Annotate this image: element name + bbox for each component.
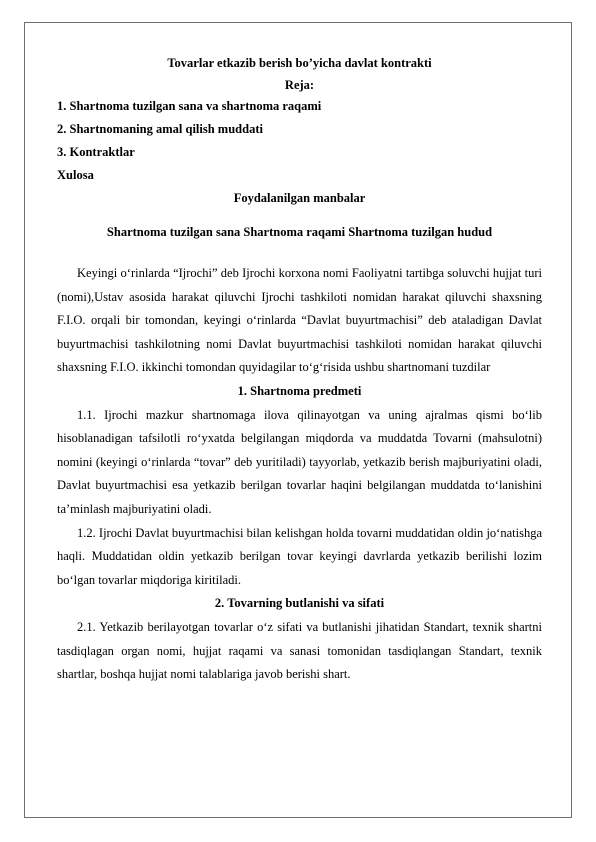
plan-item-3: 3. Kontraktlar (57, 145, 135, 159)
paragraph-1-1: 1.1. Ijrochi mazkur shartnomaga ilova qilinayotgan va uning ajralmas qismi bo‘lib hisoblanadigan tafsilotli ro‘yxatda belgilangan miqdorda va muddatda Tovarni (mahsulotni) nomini (keyingi o‘rinlarda “tovar” deb yuritiladi) tayyorlab, yetkazib berish majburiyatini oladi, Davlat buyurtmachisi esa yetkazib berilgan tovarlar haqini belgilangan muddatda to‘lanishini ta’minlash majburiyatini oladi. (57, 407, 542, 516)
document-body (57, 55, 542, 687)
plan-item-1: 1. Shartnoma tuzilgan sana va shartnoma raqami (57, 99, 322, 113)
section-1-heading: 1. Shartnoma predmeti (237, 383, 362, 398)
section-2-heading: 2. Tovarning butlanishi va sifati (214, 596, 385, 611)
plan-item-conclusion: Xulosa (57, 168, 94, 182)
paragraph-1-2: 1.2. Ijrochi Davlat buyurtmachisi bilan kelishgan holda tovarni muddatidan oldin jo‘natishga haqli. Muddatidan oldin yetkazib berilgan tovar keyingi davrlarda yetkazib berilishi lozim bo‘lgan tovarlar miqdoriga kiritiladi. (57, 525, 542, 587)
paragraph-2-1: 2.1. Yetkazib berilayotgan tovarlar o‘z sifati va butlanishi jihatidan Standart, texnik shartni tasdiqlagan organ nomi, hujjat raqami va sanasi tomonidan tasdiqlangan Standart, texnik shartlar, boshqa hujjat nomi talablariga javob berishi shart. (57, 619, 542, 682)
intro-paragraph: Keyingi o‘rinlarda “Ijrochi” deb Ijrochi korxona nomi Faoliyatni tartibga soluvchi hujjat turi (nomi),Ustav asosida harakat qiluvchi Ijrochi tashkiloti nomidan harakat qiluvchi shaxsning F.I.O. orqali bir tomondan, keyingi o‘rinlarda “Davlat buyurtmachisi” deb ataladigan Davlat buyurtmachisi tashkilotning nomi Davlat buyurtmachisi tashkiloti nomidan harakat qiluvchi shaxsning F.I.O. ikkinchi tomondan quyidagilar to‘g‘risida ushbu shartnomani tuzdilar (57, 266, 542, 375)
contract-header-line: Shartnoma tuzilgan sana Shartnoma raqami Shartnoma tuzilgan hudud (106, 225, 493, 239)
document-title: Tovarlar etkazib berish bo’yicha davlat kontrakti (167, 56, 432, 70)
plan-item-2: 2. Shartnomaning amal qilish muddati (57, 122, 263, 136)
sources-heading: Foydalanilgan manbalar (233, 191, 366, 205)
plan-heading: Reja: (284, 78, 315, 92)
